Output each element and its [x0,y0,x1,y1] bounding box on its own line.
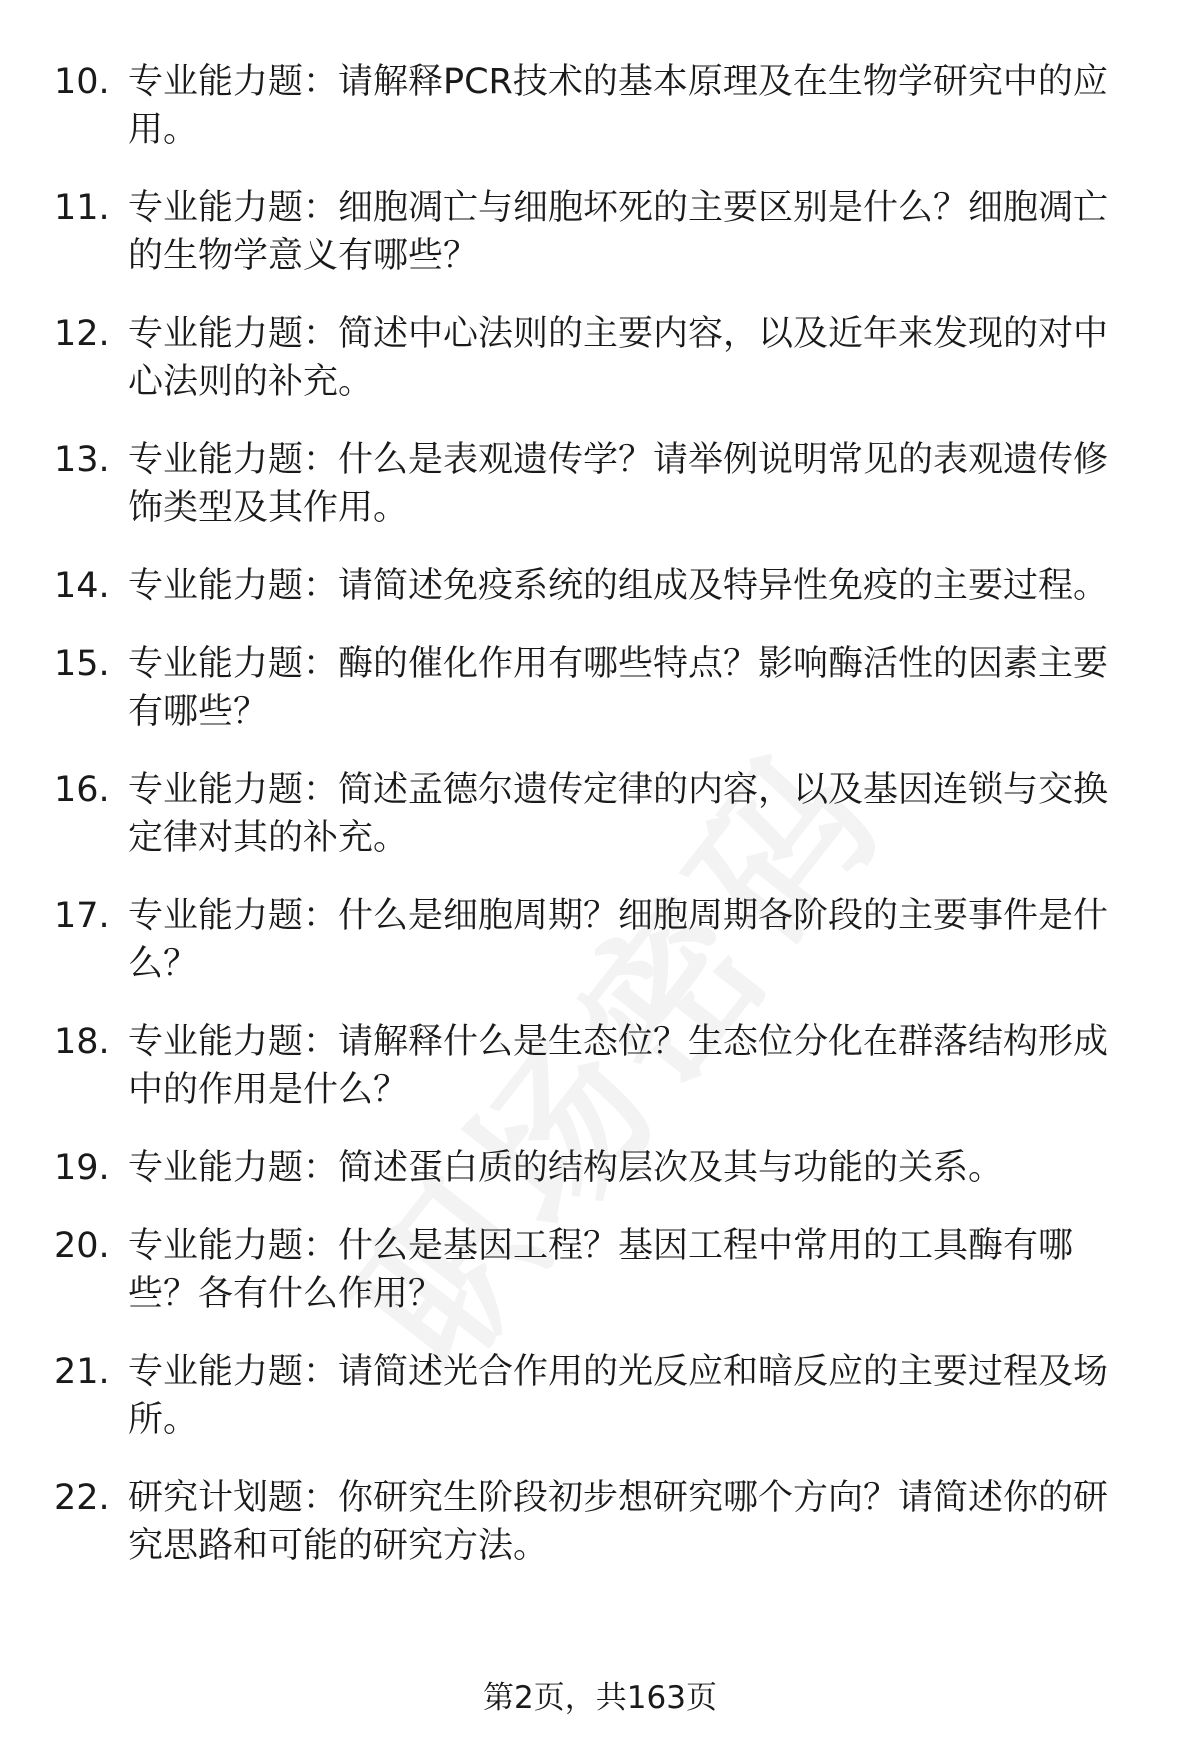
question-number: 11. [54,188,110,228]
question-text: 专业能力题：请简述光合作用的光反应和暗反应的主要过程及场所。 [128,1352,1109,1440]
page-footer [0,1678,1200,1718]
question-text: 专业能力题：什么是表观遗传学？请举例说明常见的表观遗传修饰类型及其作用。 [128,440,1109,528]
question-text: 专业能力题：简述蛋白质的结构层次及其与功能的关系。 [128,1148,1004,1188]
question-text: 专业能力题：简述中心法则的主要内容，以及近年来发现的对中心法则的补充。 [128,314,1109,402]
question-text: 专业能力题：请简述免疫系统的组成及特异性免疫的主要过程。 [128,566,1109,606]
question-text: 专业能力题：简述孟德尔遗传定律的内容，以及基因连锁与交换定律对其的补充。 [128,770,1109,858]
question-list [0,58,1200,1570]
question-item [0,1222,1200,1318]
question-item [0,436,1200,532]
question-item [0,562,1200,610]
question-text: 专业能力题：请解释什么是生态位？生态位分化在群落结构形成中的作用是什么？ [128,1022,1109,1110]
question-item [0,1018,1200,1114]
question-number: 22. [54,1478,110,1518]
question-text: 专业能力题：什么是基因工程？基因工程中常用的工具酶有哪些？各有什么作用？ [128,1226,1074,1314]
question-number: 20. [54,1226,110,1266]
question-number: 17. [54,896,110,936]
question-text: 研究计划题：你研究生阶段初步想研究哪个方向？请简述你的研究思路和可能的研究方法。 [128,1478,1109,1566]
question-number: 15. [54,644,110,684]
question-item [0,310,1200,406]
question-number: 18. [54,1022,110,1062]
question-item [0,892,1200,988]
question-text: 专业能力题：细胞凋亡与细胞坏死的主要区别是什么？细胞凋亡的生物学意义有哪些？ [128,188,1109,276]
question-item [0,766,1200,862]
question-number: 19. [54,1148,110,1188]
question-number: 14. [54,566,110,606]
question-number: 21. [54,1352,110,1392]
question-text: 专业能力题：酶的催化作用有哪些特点？影响酶活性的因素主要有哪些？ [128,644,1109,732]
question-number: 13. [54,440,110,480]
question-number: 10. [54,62,110,102]
question-item [0,640,1200,736]
question-item [0,58,1200,154]
question-item [0,184,1200,280]
question-text: 专业能力题：请解释PCR技术的基本原理及在生物学研究中的应用。 [128,62,1108,150]
question-text: 专业能力题：什么是细胞周期？细胞周期各阶段的主要事件是什么？ [128,896,1109,984]
question-item [0,1144,1200,1192]
question-number: 16. [54,770,110,810]
question-item [0,1474,1200,1570]
page-number-label: 第2页，共163页 [483,1680,717,1716]
question-item [0,1348,1200,1444]
question-number: 12. [54,314,110,354]
